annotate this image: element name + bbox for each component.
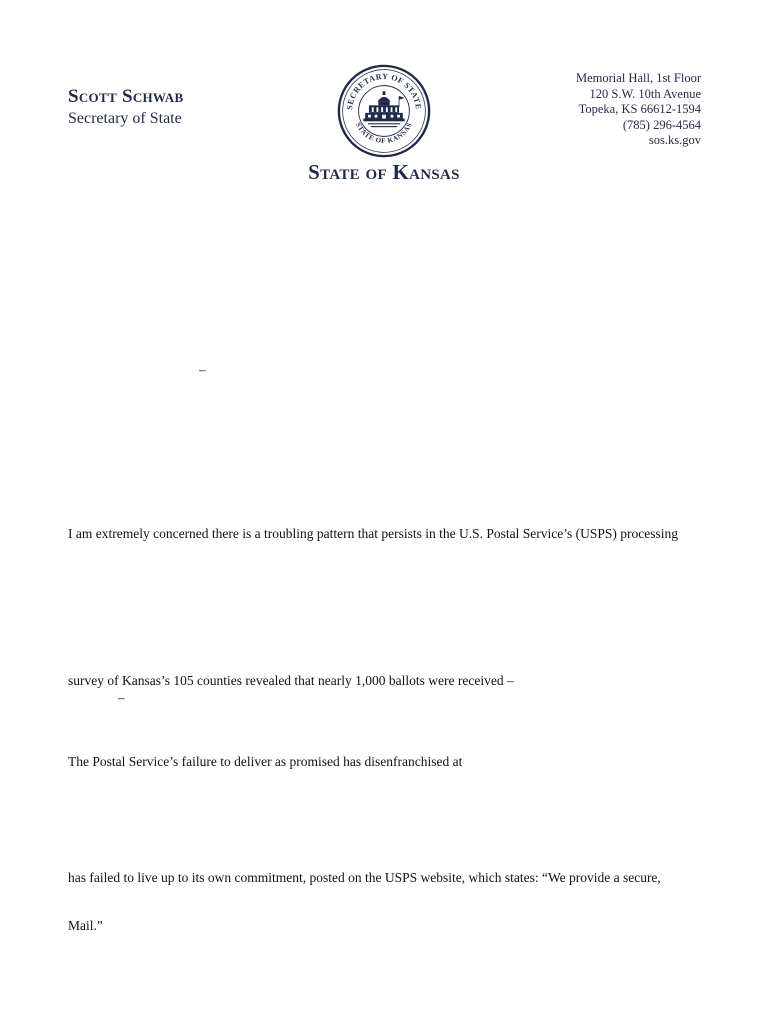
dash-mark: – xyxy=(199,362,206,377)
state-seal-logo xyxy=(337,64,431,158)
body-text-line: Mail.” xyxy=(68,918,103,933)
sender-title: Secretary of State xyxy=(68,110,182,127)
dash-mark: – xyxy=(118,690,125,705)
office-address xyxy=(576,71,701,149)
body-text-line: has failed to live up to its own commitment, posted on the USPS website, which states: “We provide a secure, xyxy=(68,870,661,885)
phone-number: (785) 296-4564 xyxy=(622,117,701,132)
svg-text:SECRETARY OF STATE: SECRETARY OF STATE xyxy=(345,71,424,111)
body-text-line: I am extremely concerned there is a troubling pattern that persists in the U.S. Postal Service’s (USPS) processing xyxy=(68,526,678,541)
body-text-line: survey of Kansas’s 105 counties revealed that nearly 1,000 ballots were received – xyxy=(68,673,514,688)
address-line: Memorial Hall, 1st Floor xyxy=(576,71,701,85)
state-name: State of Kansas xyxy=(308,160,460,184)
body-text-line: The Postal Service’s failure to deliver as promised has disenfranchised at xyxy=(68,754,463,769)
website-url: sos.ks.gov xyxy=(648,133,701,147)
address-line: Topeka, KS 66612-1594 xyxy=(578,102,701,116)
svg-text:STATE OF KANSAS: STATE OF KANSAS xyxy=(354,121,414,145)
address-line: 120 S.W. 10th Avenue xyxy=(589,86,701,101)
sender-name: Scott Schwab xyxy=(68,86,184,107)
